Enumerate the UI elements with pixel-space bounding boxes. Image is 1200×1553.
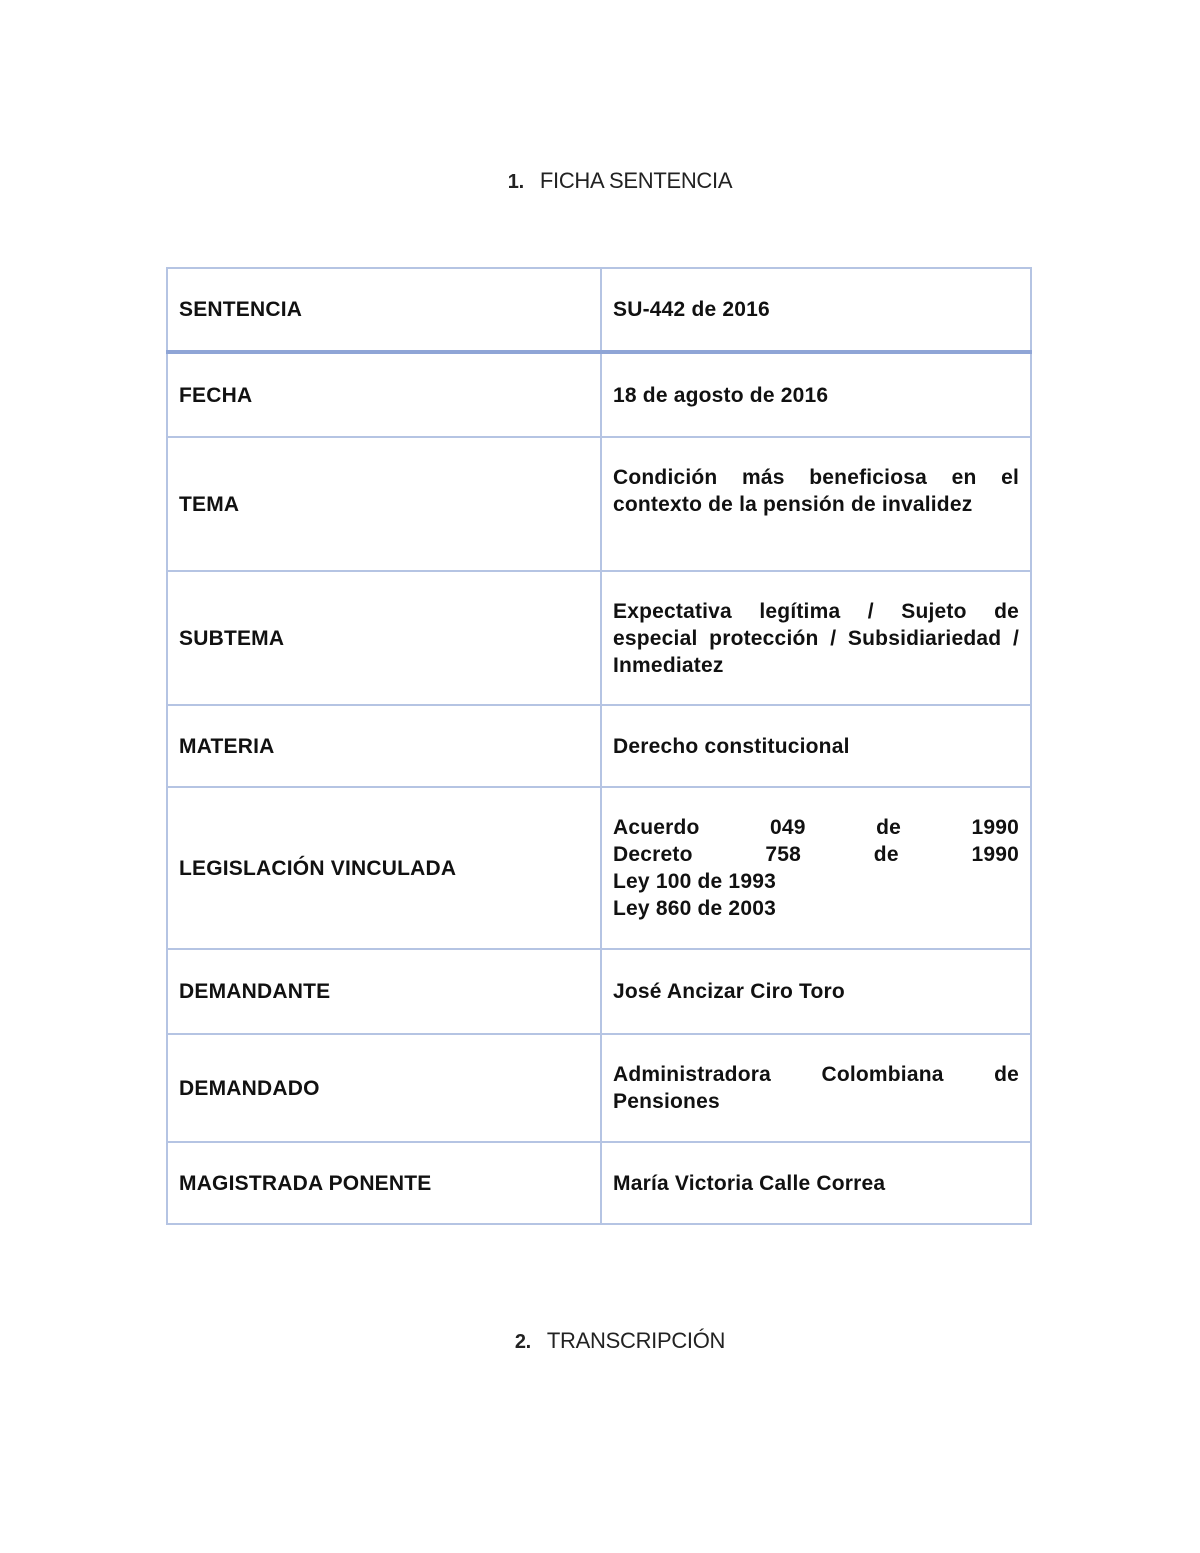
ficha-table: [166, 267, 1032, 1225]
section-title: FICHA SENTENCIA: [539, 168, 733, 193]
row-label: DEMANDANTE: [167, 949, 601, 1034]
row-value: 18 de agosto de 2016: [601, 352, 1031, 437]
legislation-line: Acuerdo 049 de 1990: [613, 816, 1019, 839]
row-value: José Ancizar Ciro Toro: [601, 949, 1031, 1034]
section-number: 2.: [514, 1331, 531, 1353]
row-value: SU-442 de 2016: [601, 268, 1031, 352]
row-value: Condición más beneficiosa en el contexto de la pensión de invalidez: [601, 437, 1031, 571]
row-value: Administradora Colombiana de Pensiones: [601, 1034, 1031, 1142]
row-value: Derecho constitucional: [601, 705, 1031, 787]
table-row: [167, 1142, 1031, 1224]
table-row: [167, 268, 1031, 352]
table-row: [167, 1034, 1031, 1142]
section-heading-transcripcion: [20, 1328, 1200, 1354]
table-row: [167, 437, 1031, 571]
table-row: [167, 352, 1031, 437]
table-row: [167, 949, 1031, 1034]
row-value: María Victoria Calle Correa: [601, 1142, 1031, 1224]
legislation-line: Ley 100 de 1993: [613, 870, 776, 893]
row-label: DEMANDADO: [167, 1034, 601, 1142]
legislation-line: Ley 860 de 2003: [613, 897, 776, 920]
section-heading-ficha: [20, 168, 1200, 194]
row-label: SUBTEMA: [167, 571, 601, 705]
row-value: Expectativa legítima / Sujeto de especial protección / Subsidiariedad / Inmediatez: [601, 571, 1031, 705]
section-title: TRANSCRIPCIÓN: [546, 1328, 726, 1353]
row-value: [601, 787, 1031, 949]
row-label: SENTENCIA: [167, 268, 601, 352]
table-row: [167, 571, 1031, 705]
row-label: FECHA: [167, 352, 601, 437]
section-number: 1.: [507, 171, 524, 193]
row-label: TEMA: [167, 437, 601, 571]
row-label: MATERIA: [167, 705, 601, 787]
row-label: LEGISLACIÓN VINCULADA: [167, 787, 601, 949]
row-label: MAGISTRADA PONENTE: [167, 1142, 601, 1224]
table-row: [167, 705, 1031, 787]
legislation-line: Decreto 758 de 1990: [613, 843, 1019, 866]
table-row: [167, 787, 1031, 949]
